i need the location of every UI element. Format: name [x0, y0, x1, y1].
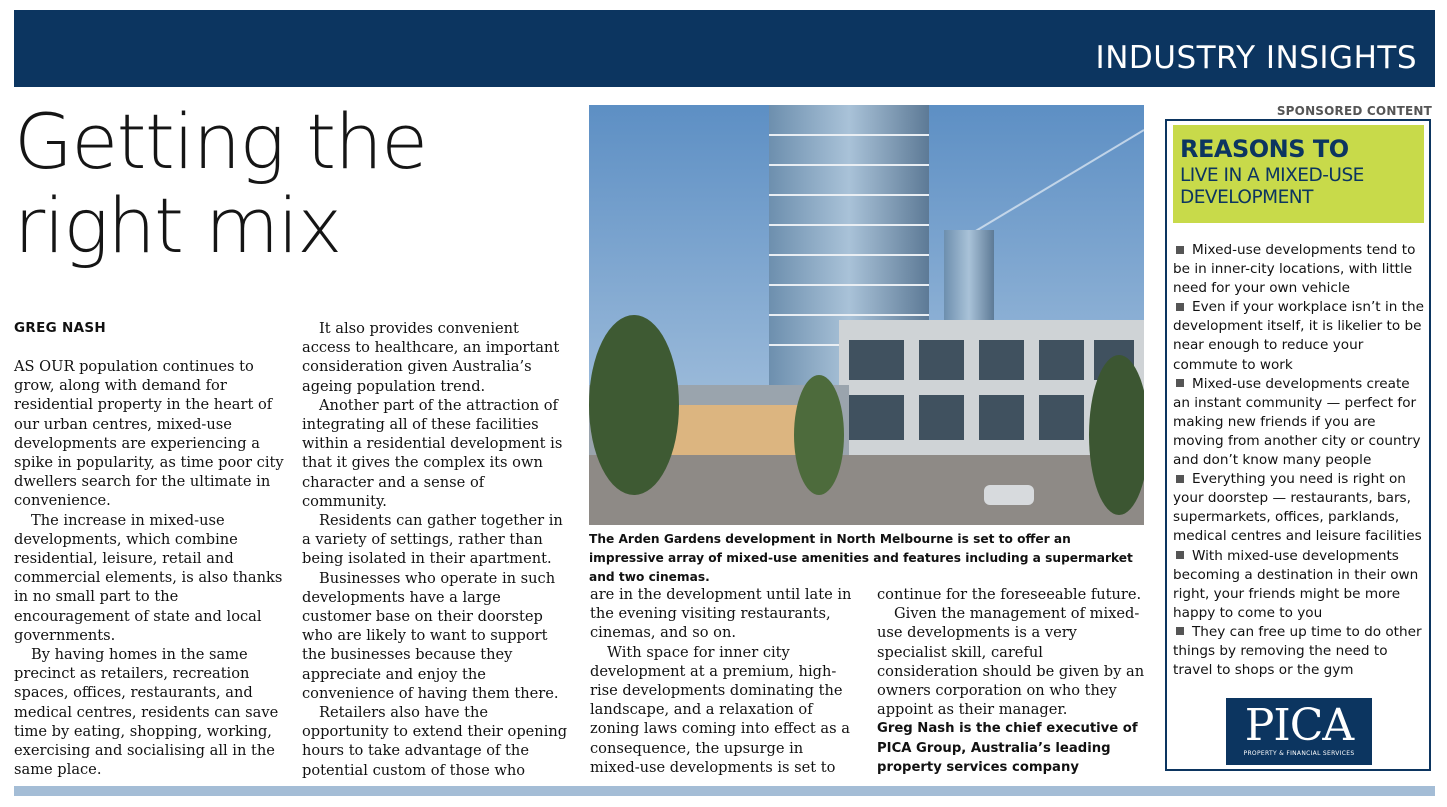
article-paragraph: It also provides convenient access to healthcare, an important consideration given Australia’s ageing population trend.	[302, 320, 560, 395]
article-paragraph: Given the management of mixed-use developments is a very specialist skill, careful consideration should be given by an owners corporation on who they appoint as their manager.	[877, 605, 1145, 719]
list-item-text: Even if your workplace isn’t in the development itself, it is likelier to be near enough to reduce your commute to work	[1173, 299, 1424, 373]
article-paragraph: With space for inner city development at a premium, high-rise developments dominating the landscape, and a relaxation of zoning laws coming into effect as a consequence, the upsurge in mixed-use developments is set to	[590, 643, 850, 776]
list-item	[1173, 470, 1428, 546]
headline-line-1: Getting the	[14, 97, 427, 186]
article-paragraph: are in the development until late in the evening visiting restaurants, cinemas, and so on.	[590, 586, 852, 642]
sidebar-subtitle-line-2: DEVELOPMENT	[1180, 187, 1313, 208]
section-title: INDUSTRY INSIGHTS	[1095, 40, 1417, 76]
list-item	[1173, 375, 1428, 470]
article-column-4	[877, 585, 1145, 777]
bottom-rule	[14, 786, 1435, 796]
article-paragraph: The increase in mixed-use developments, which combine residential, leisure, retail and commercial elements, is also thanks in no small part to the encouragement of state and local governments.	[14, 511, 283, 644]
list-item-text: Everything you need is right on your doorstep — restaurants, bars, supermarkets, offices, parklands, medical centres and leisure facilities	[1173, 471, 1422, 545]
article-paragraph: By having homes in the same precinct as retailers, recreation spaces, offices, restaurants, and medical centres, residents can save time by eating, shopping, working, exercising and socialising all in the same place.	[14, 646, 279, 779]
article-paragraph: continue for the foreseeable future.	[877, 586, 1142, 603]
article-paragraph: Businesses who operate in such developments have a large customer base on their doorstep who are likely to want to support the businesses because they appreciate and enjoy the convenience of having them there.	[302, 569, 559, 702]
list-item-text: Mixed-use developments tend to be in inner-city locations, with little need for your own vehicle	[1173, 242, 1416, 297]
headline-line-2: right mix	[14, 181, 341, 270]
article-headline	[14, 97, 574, 270]
sidebar-subtitle	[1180, 165, 1364, 209]
article-paragraph: Retailers also have the opportunity to extend their opening hours to take advantage of the potential custom of those who	[302, 704, 568, 779]
square-bullet-icon	[1176, 551, 1184, 559]
reasons-list	[1173, 241, 1428, 680]
list-item	[1173, 623, 1428, 680]
sidebar-subtitle-line-1: LIVE IN A MIXED-USE	[1180, 165, 1364, 186]
building-illustration	[589, 105, 1144, 525]
list-item-text: With mixed-use developments becoming a destination in their own right, your friends might be more happy to come to you	[1173, 547, 1419, 621]
list-item	[1173, 298, 1428, 374]
article-paragraph: Residents can gather together in a variety of settings, rather than being isolated in their apartment.	[302, 512, 563, 568]
list-item	[1173, 241, 1428, 298]
byline: GREG NASH	[14, 320, 106, 336]
section-banner	[14, 10, 1435, 87]
sponsored-label: SPONSORED CONTENT	[1276, 104, 1432, 118]
author-bio: Greg Nash is the chief executive of PICA Group, Australia’s leading property services company	[877, 721, 1138, 775]
square-bullet-icon	[1176, 627, 1184, 635]
square-bullet-icon	[1176, 475, 1184, 483]
square-bullet-icon	[1176, 303, 1184, 311]
article-paragraph: AS OUR population continues to grow, along with demand for residential property in the heart of our urban centres, mixed-use developments are experiencing a spike in popularity, as time poor city dwellers search for the ultimate in convenience.	[14, 358, 284, 510]
pica-logo	[1226, 698, 1372, 765]
article-paragraph: Another part of the attraction of integrating all of these facilities within a residential development is that it gives the complex its own character and a sense of community.	[302, 396, 563, 510]
list-item-text: They can free up time to do other things by removing the need to travel to shops or the gym	[1173, 623, 1422, 679]
sidebar-header	[1173, 125, 1424, 223]
logo-wordmark: PICA	[1244, 700, 1354, 751]
logo-tagline: PROPERTY & FINANCIAL SERVICES	[1243, 750, 1355, 757]
development-photo	[589, 105, 1144, 525]
photo-caption: The Arden Gardens development in North Melbourne is set to offer an impressive array of mixed-use amenities and features including a supermarket and two cinemas.	[589, 532, 1133, 584]
square-bullet-icon	[1176, 379, 1184, 387]
list-item	[1173, 547, 1428, 623]
list-item-text: Mixed-use developments create an instant community — perfect for making new friends if you are moving from another city or country and don’t know many people	[1173, 375, 1421, 469]
article-column-1	[14, 357, 284, 779]
reasons-sidebar	[1165, 119, 1431, 771]
sidebar-title: REASONS TO	[1180, 135, 1349, 163]
article-column-3	[590, 585, 856, 777]
square-bullet-icon	[1176, 246, 1184, 254]
article-column-2	[302, 319, 570, 780]
